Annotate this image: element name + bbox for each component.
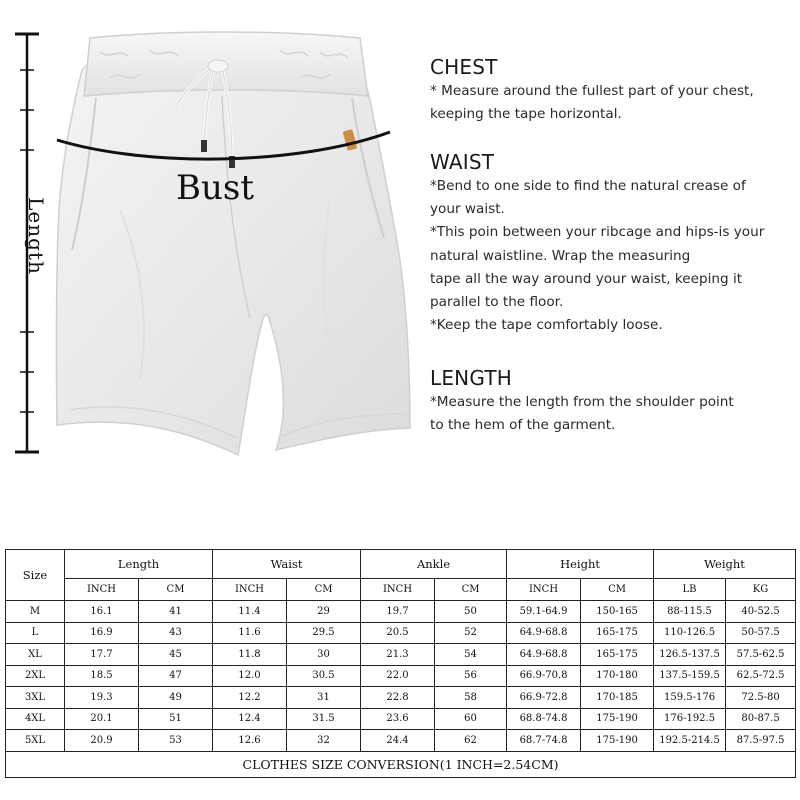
table-cell: 29.5	[287, 622, 361, 644]
table-row	[6, 730, 796, 752]
unit-header: INCH	[65, 579, 139, 601]
size-rows	[6, 601, 796, 752]
table-cell: 62	[435, 730, 507, 752]
table-cell: 12.2	[213, 687, 287, 709]
table-cell: 24.4	[361, 730, 435, 752]
table-cell: 50-57.5	[726, 622, 796, 644]
table-cell: 64.9-68.8	[507, 622, 581, 644]
table-cell: 12.6	[213, 730, 287, 752]
table-cell: 19.7	[361, 601, 435, 623]
table-cell: 52	[435, 622, 507, 644]
table-cell: 66.9-70.8	[507, 665, 581, 687]
table-row	[6, 622, 796, 644]
table-cell: 62.5-72.5	[726, 665, 796, 687]
size-column-header: Size	[6, 550, 65, 601]
conversion-note: CLOTHES SIZE CONVERSION(1 INCH=2.54CM)	[6, 751, 796, 777]
table-cell: 41	[139, 601, 213, 623]
table-cell: 53	[139, 730, 213, 752]
table-cell: 21.3	[361, 644, 435, 666]
table-cell: 31.5	[287, 708, 361, 730]
length-heading: LENGTH	[430, 366, 512, 390]
length-text-line: *Measure the length from the shoulder point	[430, 394, 734, 410]
shorts-drawing	[0, 0, 420, 470]
unit-header: CM	[287, 579, 361, 601]
table-cell: 170-180	[581, 665, 654, 687]
waist-section	[430, 149, 800, 337]
table-row	[6, 665, 796, 687]
table-cell: 40-52.5	[726, 601, 796, 623]
size-cell: XL	[6, 644, 65, 666]
table-cell: 56	[435, 665, 507, 687]
unit-header: CM	[435, 579, 507, 601]
table-cell: 159.5-176	[654, 687, 726, 709]
unit-header: LB	[654, 579, 726, 601]
table-cell: 12.0	[213, 665, 287, 687]
length-label: Length	[24, 197, 48, 275]
table-cell: 30	[287, 644, 361, 666]
waist-text-line: your waist.	[430, 201, 505, 218]
bust-label: Bust	[176, 168, 254, 208]
table-cell: 68.8-74.8	[507, 708, 581, 730]
unit-header: CM	[139, 579, 213, 601]
table-cell: 58	[435, 687, 507, 709]
table-cell: 22.0	[361, 665, 435, 687]
chest-section	[430, 54, 800, 126]
table-cell: 31	[287, 687, 361, 709]
table-cell: 72.5-80	[726, 687, 796, 709]
table-cell: 87.5-97.5	[726, 730, 796, 752]
table-cell: 68.7-74.8	[507, 730, 581, 752]
table-row	[6, 601, 796, 623]
table-cell: 16.9	[65, 622, 139, 644]
table-cell: 30.5	[287, 665, 361, 687]
waist-group-header: Waist	[213, 550, 361, 579]
table-cell: 88-115.5	[654, 601, 726, 623]
waist-text-line: *Bend to one side to find the natural crease of	[430, 178, 746, 194]
waist-heading: WAIST	[430, 150, 495, 174]
table-cell: 11.8	[213, 644, 287, 666]
height-group-header: Height	[507, 550, 654, 579]
table-cell: 150-165	[581, 601, 654, 623]
chest-text-line: * Measure around the fullest part of your chest,	[430, 83, 754, 99]
table-cell: 29	[287, 601, 361, 623]
table-cell: 137.5-159.5	[654, 665, 726, 687]
table-cell: 80-87.5	[726, 708, 796, 730]
table-cell: 23.6	[361, 708, 435, 730]
size-cell: 4XL	[6, 708, 65, 730]
unit-header: INCH	[507, 579, 581, 601]
ankle-group-header: Ankle	[361, 550, 507, 579]
table-cell: 192.5-214.5	[654, 730, 726, 752]
table-cell: 12.4	[213, 708, 287, 730]
waist-text-line: tape all the way around your waist, keeping it	[430, 270, 743, 287]
size-cell: 3XL	[6, 687, 65, 709]
shorts-body	[56, 32, 410, 455]
table-cell: 45	[139, 644, 213, 666]
shorts-illustration	[0, 0, 420, 470]
table-cell: 54	[435, 644, 507, 666]
table-cell: 43	[139, 622, 213, 644]
table-cell: 126.5-137.5	[654, 644, 726, 666]
table-cell: 170-185	[581, 687, 654, 709]
chest-heading: CHEST	[430, 55, 498, 79]
table-cell: 175-190	[581, 730, 654, 752]
unit-header: KG	[726, 579, 796, 601]
table-cell: 20.9	[65, 730, 139, 752]
table-cell: 49	[139, 687, 213, 709]
table-cell: 18.5	[65, 665, 139, 687]
table-cell: 19.3	[65, 687, 139, 709]
waist-text-line: *This poin between your ribcage and hips-is your	[430, 224, 765, 241]
unit-header: INCH	[213, 579, 287, 601]
table-cell: 16.1	[65, 601, 139, 623]
length-text-line: to the hem of the garment.	[430, 417, 616, 434]
table-cell: 165-175	[581, 622, 654, 644]
table-cell: 20.1	[65, 708, 139, 730]
unit-header: CM	[581, 579, 654, 601]
size-cell: 2XL	[6, 665, 65, 687]
table-cell: 175-190	[581, 708, 654, 730]
waist-text-line: parallel to the floor.	[430, 294, 564, 311]
table-cell: 50	[435, 601, 507, 623]
table-row	[6, 687, 796, 709]
waist-text-line: *Keep the tape comfortably loose.	[430, 317, 663, 334]
table-cell: 110-126.5	[654, 622, 726, 644]
length-section	[430, 365, 800, 437]
size-chart-table	[5, 549, 796, 778]
table-cell: 51	[139, 708, 213, 730]
weight-group-header: Weight	[654, 550, 796, 579]
table-cell: 17.7	[65, 644, 139, 666]
size-cell: 5XL	[6, 730, 65, 752]
table-cell: 64.9-68.8	[507, 644, 581, 666]
chest-text-line: keeping the tape horizontal.	[430, 106, 622, 123]
size-cell: L	[6, 622, 65, 644]
table-cell: 66.9-72.8	[507, 687, 581, 709]
table-cell: 47	[139, 665, 213, 687]
table-row	[6, 708, 796, 730]
size-cell: M	[6, 601, 65, 623]
table-cell: 20.5	[361, 622, 435, 644]
table-cell: 59.1-64.9	[507, 601, 581, 623]
table-cell: 11.6	[213, 622, 287, 644]
table-cell: 22.8	[361, 687, 435, 709]
waist-text-line: natural waistline. Wrap the measuring	[430, 247, 691, 264]
unit-header: INCH	[361, 579, 435, 601]
table-cell: 57.5-62.5	[726, 644, 796, 666]
length-group-header: Length	[65, 550, 213, 579]
table-row	[6, 644, 796, 666]
table-cell: 11.4	[213, 601, 287, 623]
table-cell: 176-192.5	[654, 708, 726, 730]
table-cell: 165-175	[581, 644, 654, 666]
table-cell: 60	[435, 708, 507, 730]
table-cell: 32	[287, 730, 361, 752]
